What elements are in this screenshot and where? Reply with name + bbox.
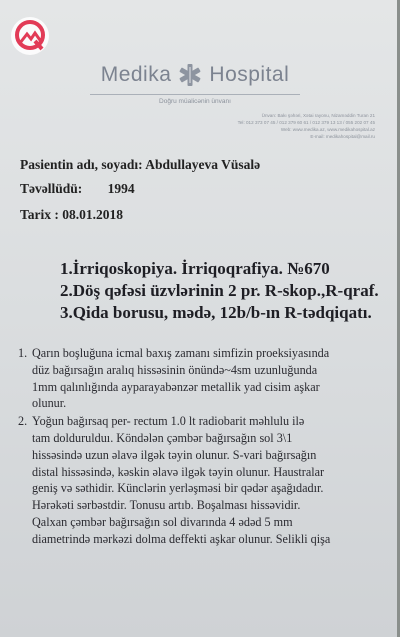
exam-date: Tarix : 08.01.2018 (20, 207, 124, 222)
birth-label: Təvəllüdü: (20, 181, 83, 196)
finding-line: diametrində mərkəzi dolma deffekti aşkar olunur. Selikli qişa (32, 531, 331, 546)
hospital-name-right: Hospital (209, 63, 290, 86)
hospital-name (90, 62, 300, 88)
hospital-tagline: Doğru müalicənin ünvanı (90, 94, 300, 105)
patient-birth (20, 181, 135, 197)
contact-web: Web: www.medika.az, www.medikahospital.az (280, 127, 375, 132)
procedure-item: 3.Qida borusu, mədə, 12b/b-ın R-tədqiqatı. (60, 303, 372, 322)
patient-name: Pasientin adı, soyadı: Abdullayeva Vüsalə (20, 157, 261, 172)
hospital-header (90, 62, 300, 105)
finding-line: 1mm qalınlığında ayparayabənzər metallik yad cisim aşkar (32, 379, 320, 394)
finding-line: Qarın boşluğuna icmal baxış zamanı simfizin proeksiyasında (32, 346, 330, 360)
finding-item (18, 413, 378, 547)
birth-year: 1994 (107, 181, 135, 196)
contact-phone: Tel: 012 373 07 45 / 012 379 60 61 / 012 379 13 13 / 055 202 07 45 (237, 120, 375, 125)
finding-line: olunur. (32, 396, 67, 411)
finding-line: distal hissəsində, kəskin əlavə ilgək təyin olunur. Haustralar (32, 464, 325, 479)
finding-number: 2. (18, 414, 28, 429)
hospital-name-left: Medika (100, 63, 172, 86)
contact-block (225, 112, 375, 140)
finding-line: hissəsində uzun əlavə ilgək təyin olunur. S-vari bağırsağın (32, 447, 317, 462)
finding-line: tam doldurulduı. Köndələn çəmbər bağırsağın sol 3\1 (32, 430, 293, 445)
finding-line: Hərəkəti sərbəstdir. Tonusu artıb. Boşalması hissəvidir. (32, 498, 301, 513)
finding-number: 1. (18, 346, 28, 360)
finding-line: geniş və səthidir. Künclərin yerləşməsi bir qədər aşağıdadır. (32, 481, 324, 496)
finding-text (32, 345, 378, 412)
finding-line: Qalxan çəmbər bağırsağın sol divarında 4 ədəd 5 mm (32, 514, 293, 529)
procedure-list (60, 258, 380, 324)
finding-line: Yoğun bağırsaq per- rectum 1.0 lt radiobarit məhlulu ilə (32, 414, 305, 429)
contact-address: Ünvan: Bakı şəhəri, Xətai rayonu, Nizaməddin Turan 21 (261, 113, 375, 118)
finding-item (18, 345, 378, 412)
contact-email: E-mail: medikahospital@mail.ru (310, 134, 375, 139)
procedure-item: 2.Döş qəfəsi üzvlərinin 2 pr. R-skop.,R-qraf. (60, 281, 379, 300)
finding-line: düz bağırsağın aralıq hissəsinin önündə~4sm uzunluğunda (32, 362, 318, 377)
finding-text (32, 413, 378, 547)
star-of-life-icon (177, 62, 203, 88)
mountain-q-logo-icon (8, 14, 52, 58)
procedure-item: 1.İrriqoskopiya. İrriqoqrafiya. №670 (60, 259, 330, 278)
findings-list (18, 345, 378, 549)
